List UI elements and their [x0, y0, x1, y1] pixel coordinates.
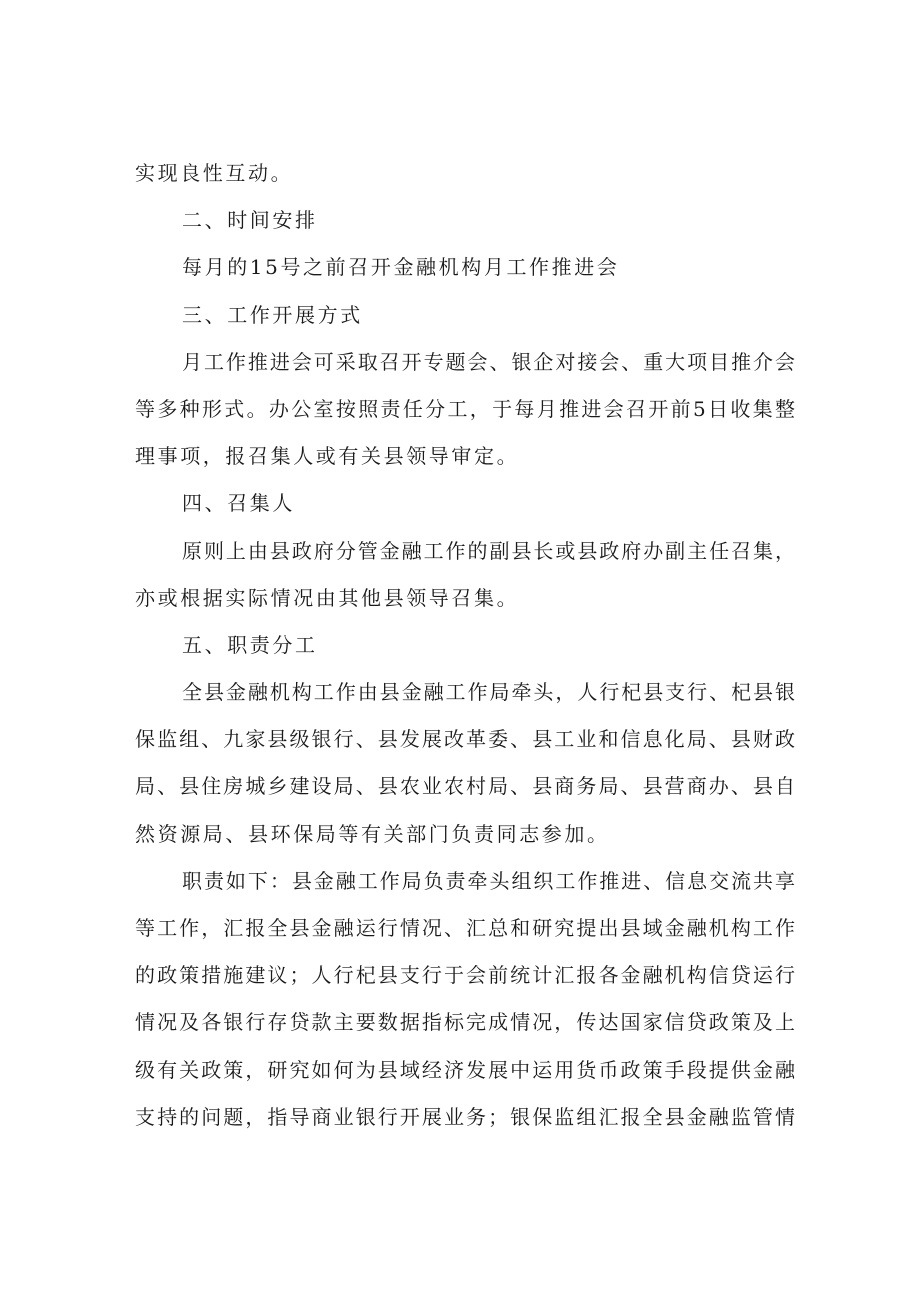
paragraph-line: 然资源局、县环保局等有关部门负责同志参加。 — [135, 821, 610, 846]
paragraph-line: 的政策措施建议；人行杞县支行于会前统计汇报各金融机构信贷运行 — [135, 963, 795, 988]
paragraph-line: 情况及各银行存贷款主要数据指标完成情况，传达国家信贷政策及上 — [135, 1010, 795, 1035]
paragraph-line: 保监组、九家县级银行、县发展改革委、县工业和信息化局、县财政 — [135, 727, 795, 752]
paragraph-line: 月工作推进会可采取召开专题会、银企对接会、重大项目推介会 — [182, 349, 795, 374]
paragraph-line: 等工作，汇报全县金融运行情况、汇总和研究提出县域金融机构工作 — [135, 916, 795, 940]
section-heading-convener: 四、召集人 — [182, 491, 295, 516]
section-heading-schedule: 二、时间安排 — [182, 208, 318, 233]
section-heading-method: 三、工作开展方式 — [182, 302, 363, 327]
paragraph-line: 全县金融机构工作由县金融工作局牵头，人行杞县支行、杞县银 — [182, 680, 795, 705]
paragraph-line: 等多种形式。办公室按照责任分工，于每月推进会召开前5日收集整 — [135, 396, 795, 421]
paragraph-line: 支持的问题，指导商业银行开展业务；银保监组汇报全县金融监管情 — [135, 1104, 795, 1129]
paragraph-line: 级有关政策，研究如何为县域经济发展中运用货币政策手段提供金融 — [135, 1057, 795, 1082]
paragraph-line: 职责如下：县金融工作局负责牵头组织工作推进、信息交流共享 — [182, 868, 795, 893]
document-page — [135, 150, 795, 1141]
paragraph-line: 局、县住房城乡建设局、县农业农村局、县商务局、县营商办、县自 — [135, 774, 795, 799]
paragraph-line: 实现良性互动。 — [135, 161, 294, 185]
section-heading-duties: 五、职责分工 — [182, 632, 318, 657]
paragraph-line: 每月的15号之前召开金融机构月工作推进会 — [182, 255, 620, 280]
paragraph-line: 原则上由县政府分管金融工作的副县长或县政府办副主任召集， — [182, 538, 795, 563]
paragraph-line: 亦或根据实际情况由其他县领导召集。 — [135, 585, 520, 610]
paragraph-line: 理事项，报召集人或有关县领导审定。 — [135, 444, 520, 469]
